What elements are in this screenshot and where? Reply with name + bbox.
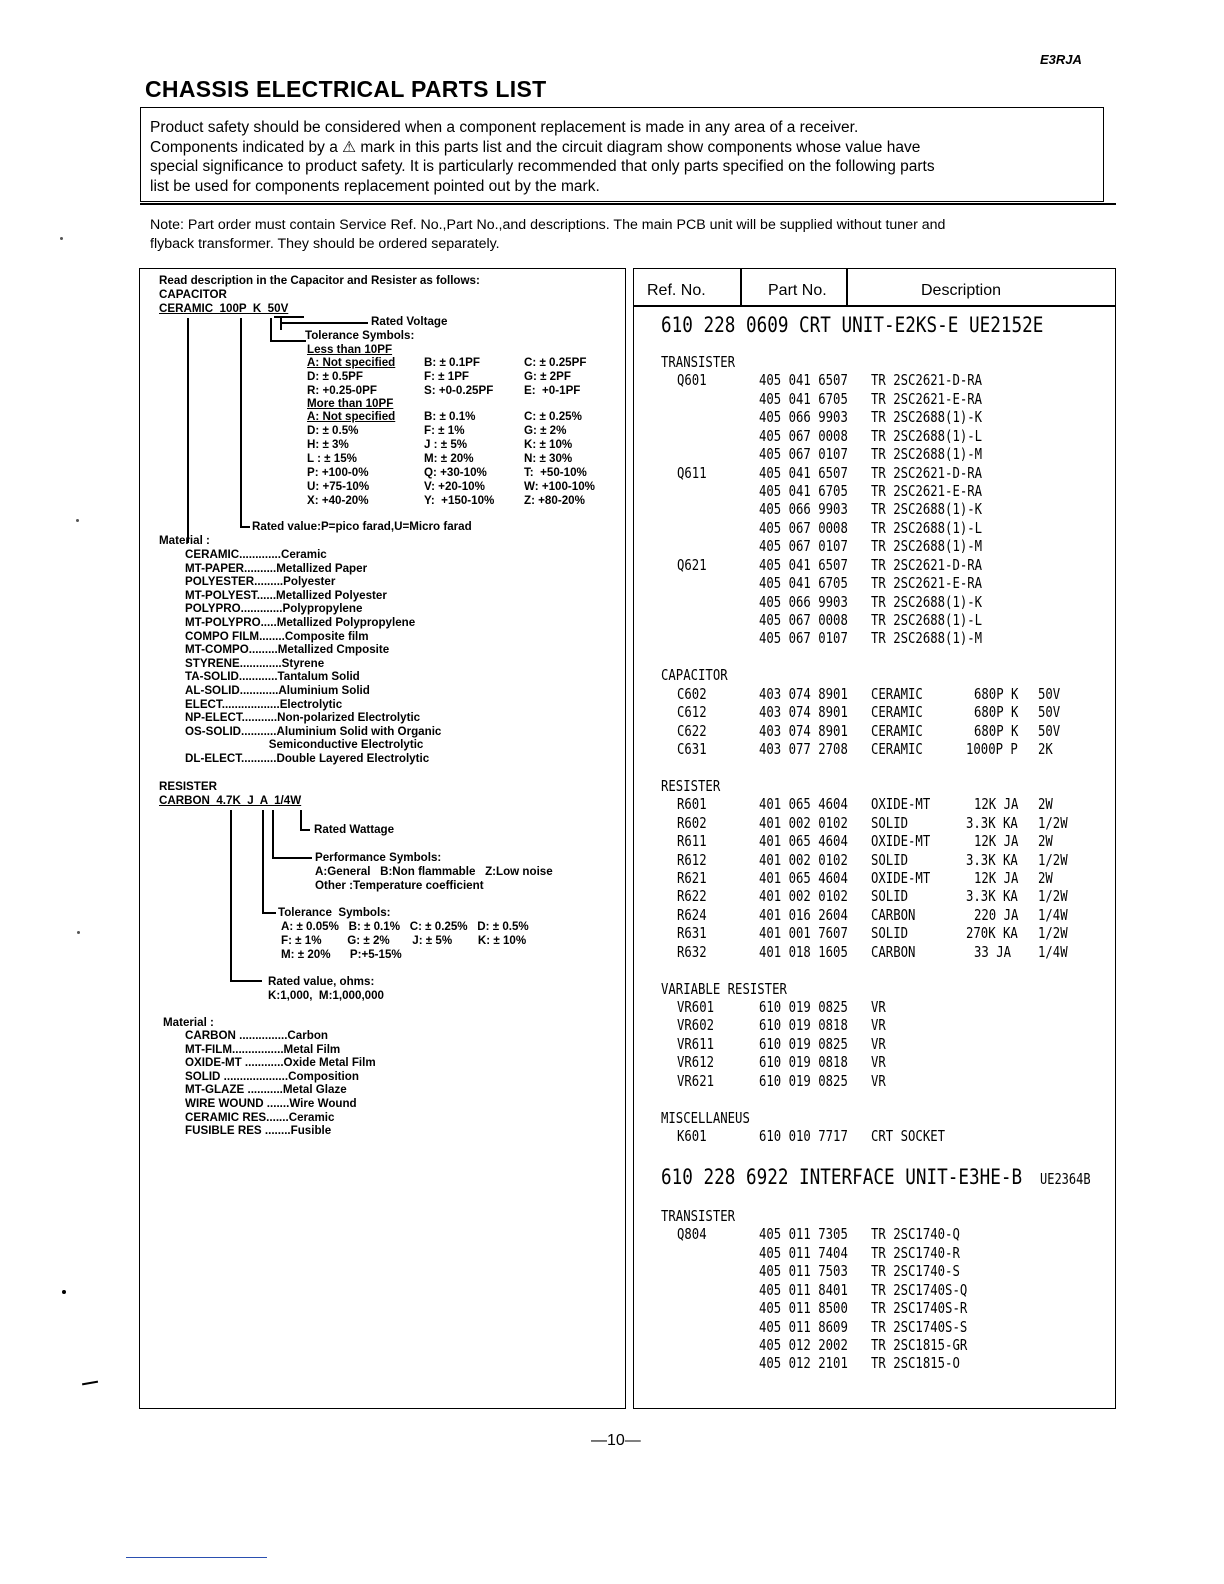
part-no: 401 065 4604 (759, 795, 848, 814)
rating: 2W (1038, 832, 1053, 851)
description: CARBON (871, 905, 916, 924)
description: OXIDE-MT (871, 869, 931, 888)
col-header-ref: Ref. No. (647, 282, 706, 299)
part-no: 405 011 7305 (759, 1225, 848, 1244)
tolerance-cell: A: Not specified (307, 410, 396, 423)
tolerance-cell: Z: +80-20% (524, 494, 585, 507)
ref-no: C612 (677, 703, 707, 722)
tolerance-cell: C: ± 0.25% (524, 410, 582, 423)
material-item: OS-SOLID...........Aluminium Solid with Organic (185, 724, 442, 738)
tolerance-cell: C: ± 0.25PF (524, 356, 587, 369)
value: 680P K (974, 721, 1019, 740)
part-no: 405 011 7404 (759, 1243, 848, 1262)
part-no: 403 074 8901 (759, 684, 848, 703)
value: 3.3K KA (966, 850, 1018, 869)
ref-no: R622 (677, 887, 707, 906)
tolerance-cell: D: ± 0.5PF (307, 370, 363, 383)
tolerance-cell: F: ± 1PF (424, 370, 470, 383)
description: TR 2SC2621-D-RA (871, 371, 983, 390)
description: SOLID (871, 887, 909, 906)
material-item: OXIDE-MT ............Oxide Metal Film (185, 1056, 376, 1070)
part-no: 405 041 6705 (759, 574, 848, 593)
description: VR (871, 1016, 886, 1035)
ref-no: Q621 (677, 555, 707, 574)
document-code: E3RJA (1040, 52, 1082, 67)
less-than-label: Less than 10PF (307, 343, 393, 356)
part-no: 610 019 0825 (759, 998, 848, 1017)
tolerance-cell: K: ± 10% (524, 438, 573, 451)
legend-intro: Read description in the Capacitor and Resister as follows: (159, 274, 480, 287)
part-no: 610 019 0825 (759, 1071, 848, 1090)
part-no: 405 041 6507 (759, 555, 848, 574)
ref-no: C602 (677, 684, 707, 703)
ref-no: VR602 (677, 1016, 715, 1035)
material-item: MT-GLAZE ...........Metal Glaze (185, 1083, 347, 1097)
rating: 2W (1038, 869, 1053, 888)
resister-heading: RESISTER (159, 780, 217, 793)
page-number: —10— (591, 1432, 641, 1449)
part-no: 401 002 0102 (759, 850, 848, 869)
ref-no: VR612 (677, 1053, 715, 1072)
part-no: 401 018 1605 (759, 942, 848, 961)
part-no: 610 019 0818 (759, 1016, 848, 1035)
value: 12K JA (974, 832, 1019, 851)
tolerance-cell: L : ± 15% (307, 452, 357, 465)
material-item: POLYPRO.............Polypropylene (185, 602, 363, 616)
material-item: POLYESTER.........Polyester (185, 575, 336, 589)
tolerance-symbols-label: Tolerance Symbols: (305, 329, 415, 342)
ref-no: Q601 (677, 371, 707, 390)
ref-no: C631 (677, 740, 707, 759)
ref-no: C622 (677, 721, 707, 740)
part-no: 405 041 6507 (759, 371, 848, 390)
value: 220 JA (974, 905, 1019, 924)
part-no: 405 067 0008 (759, 518, 848, 537)
ref-no: K601 (677, 1127, 707, 1146)
material-heading: Material : (159, 534, 210, 547)
part-no: 401 016 2604 (759, 905, 848, 924)
part-no: 405 011 7503 (759, 1262, 848, 1281)
part-no: 401 065 4604 (759, 869, 848, 888)
part-no: 405 012 2101 (759, 1354, 848, 1373)
material-item: AL-SOLID............Aluminium Solid (185, 684, 370, 697)
part-no: 405 067 0107 (759, 629, 848, 648)
part-no: 405 067 0008 (759, 611, 848, 630)
description: TR 2SC1740S-R (871, 1299, 968, 1318)
description: SOLID (871, 813, 909, 832)
performance-symbols-label: Performance Symbols: (315, 851, 442, 864)
part-no: 405 041 6705 (759, 389, 848, 408)
part-no: 405 012 2002 (759, 1336, 848, 1354)
description: VR (871, 998, 886, 1017)
description: TR 2SC2688(1)-K (871, 592, 983, 611)
ref-no: R621 (677, 869, 707, 888)
rating: 1/2W (1038, 924, 1068, 943)
description: TR 2SC2688(1)-L (871, 611, 983, 630)
material-item: TA-SOLID............Tantalum Solid (185, 670, 360, 684)
safety-line: special significance to product safety. It is particularly recommended that only parts specified on the following parts (150, 158, 935, 175)
description: TR 2SC1815-O (871, 1354, 960, 1373)
tolerance-cell: A: Not specified (307, 356, 396, 369)
material-item: MT-COMPO.........Metallized Cmposite (185, 643, 390, 657)
section-heading: MISCELLANEUS (661, 1108, 750, 1127)
ref-no: R612 (677, 850, 707, 869)
res-tolerance-line: F: ± 1% G: ± 2% J: ± 5% K: ± 10% (281, 934, 527, 947)
tolerance-cell: F: ± 1% (424, 424, 465, 437)
part-no: 401 002 0102 (759, 813, 848, 832)
part-no: 610 019 0825 (759, 1034, 848, 1053)
material-item: MT-FILM................Metal Film (185, 1042, 341, 1056)
description: TR 2SC2688(1)-L (871, 426, 983, 445)
description: VR (871, 1034, 886, 1053)
tolerance-cell: J : ± 5% (424, 438, 468, 451)
description: TR 2SC2688(1)-M (871, 629, 983, 648)
value: 33 JA (974, 942, 1012, 961)
description: VR (871, 1071, 886, 1090)
description: VR (871, 1053, 886, 1072)
safety-line: list be used for components replacement pointed out by the mark. (150, 177, 600, 195)
tolerance-cell: W: +100-10% (524, 480, 595, 493)
resister-example: CARBON 4.7K J A 1/4W (159, 794, 302, 807)
section-heading: CAPACITOR (661, 666, 728, 685)
part-no: 401 065 4604 (759, 832, 848, 851)
tolerance-cell: T: +50-10% (524, 466, 587, 479)
capacitor-example: CERAMIC 100P K 50V (159, 302, 289, 315)
description: TR 2SC2621-D-RA (871, 463, 983, 482)
ref-no: VR611 (677, 1034, 715, 1053)
description: CERAMIC (871, 721, 923, 740)
description: TR 2SC1740S-Q (871, 1280, 968, 1299)
section-heading: VARIABLE RESISTER (661, 979, 787, 998)
ref-no: Q611 (677, 463, 707, 482)
material-item: FUSIBLE RES ........Fusible (185, 1124, 332, 1138)
tolerance-cell: E: +0-1PF (524, 384, 581, 397)
description: TR 2SC2688(1)-K (871, 500, 983, 519)
capacitor-heading: CAPACITOR (159, 288, 227, 301)
order-note (150, 216, 1115, 254)
material-item: CARBON ...............Carbon (185, 1029, 328, 1042)
description: TR 2SC1740S-S (871, 1317, 968, 1336)
part-no: 405 066 9903 (759, 592, 848, 611)
rating: 50V (1038, 703, 1061, 722)
col-header-description: Description (921, 282, 1002, 299)
description: TR 2SC2621-D-RA (871, 555, 983, 574)
description: CERAMIC (871, 684, 923, 703)
material-item: CERAMIC RES.......Ceramic (185, 1110, 335, 1124)
unit-heading: 610 228 6922 INTERFACE UNIT-E3HE-B (661, 1165, 1023, 1189)
tolerance-cell: B: ± 0.1% (424, 410, 476, 423)
part-no: 610 010 7717 (759, 1127, 848, 1146)
part-no: 403 074 8901 (759, 703, 848, 722)
ref-no: R631 (677, 924, 707, 943)
tolerance-cell: B: ± 0.1PF (424, 356, 480, 369)
ref-no: Q804 (677, 1225, 707, 1244)
rating: 1/2W (1038, 813, 1068, 832)
rated-value-ohms-label: Rated value, ohms: (268, 975, 375, 988)
value: 680P K (974, 684, 1019, 703)
value: 3.3K KA (966, 887, 1018, 906)
material-item: Semiconductive Electrolytic (185, 738, 424, 752)
description: OXIDE-MT (871, 795, 931, 814)
description: TR 2SC2621-E-RA (871, 389, 983, 408)
ref-no: R602 (677, 813, 707, 832)
unit-heading-suffix: UE2364B (1040, 1170, 1091, 1188)
rating: 50V (1038, 721, 1061, 740)
rating: 1/2W (1038, 887, 1068, 906)
tolerance-cell: M: ± 20% (424, 452, 474, 465)
part-no: 405 066 9903 (759, 408, 848, 427)
material-item: MT-POLYPRO.....Metallized Polypropylene (185, 616, 416, 629)
tolerance-cell: V: +20-10% (424, 480, 485, 493)
material-item: WIRE WOUND .......Wire Wound (185, 1097, 357, 1110)
part-no: 405 067 0008 (759, 426, 848, 445)
unit-heading: 610 228 0609 CRT UNIT-E2KS-E UE2152E (661, 313, 1044, 337)
rating: 50V (1038, 684, 1061, 703)
part-no: 403 077 2708 (759, 740, 848, 759)
col-header-part: Part No. (768, 282, 827, 299)
material-item: NP-ELECT...........Non-polarized Electrolytic (185, 711, 421, 725)
part-no: 405 011 8500 (759, 1299, 848, 1318)
part-no: 405 041 6705 (759, 482, 848, 500)
note-line: Note: Part order must contain Service Ref. No.,Part No.,and descriptions. The main PCB unit will be supplied without tuner and (150, 217, 946, 233)
value: 12K JA (974, 795, 1019, 814)
description: TR 2SC2688(1)-M (871, 537, 983, 556)
description: TR 2SC1740-R (871, 1243, 960, 1262)
res-tolerance-label: Tolerance Symbols: (278, 906, 391, 919)
res-material-heading: Material : (163, 1016, 214, 1029)
description: TR 2SC1740-Q (871, 1225, 960, 1244)
description: TR 2SC2688(1)-M (871, 445, 983, 464)
rated-voltage-label: Rated Voltage (371, 315, 448, 328)
tolerance-cell: Y: +150-10% (424, 494, 495, 507)
part-no: 405 011 8609 (759, 1317, 848, 1336)
rating: 2W (1038, 795, 1053, 814)
tolerance-cell: P: +100-0% (307, 466, 369, 479)
description: SOLID (871, 850, 909, 869)
value: 270K KA (966, 924, 1018, 943)
description: CERAMIC (871, 703, 923, 722)
tolerance-cell: R: +0.25-0PF (307, 384, 377, 397)
material-item: MT-POLYEST......Metallized Polyester (185, 588, 387, 602)
ref-no: R624 (677, 905, 707, 924)
description: TR 2SC1815-GR (871, 1336, 968, 1354)
description: TR 2SC2688(1)-L (871, 518, 983, 537)
value: 3.3K KA (966, 813, 1018, 832)
part-no: 401 002 0102 (759, 887, 848, 906)
part-no: 405 041 6507 (759, 463, 848, 482)
tolerance-cell: D: ± 0.5% (307, 424, 359, 437)
section-heading: RESISTER (661, 776, 721, 795)
rated-value-ohms-line: K:1,000, M:1,000,000 (268, 989, 385, 1002)
ref-no: VR601 (677, 998, 715, 1017)
rating: 1/2W (1038, 850, 1068, 869)
part-no: 405 066 9903 (759, 500, 848, 519)
performance-line: Other :Temperature coefficient (315, 879, 484, 892)
tolerance-cell: Q: +30-10% (424, 466, 487, 479)
material-item: ELECT..................Electrolytic (185, 697, 343, 711)
material-item: MT-PAPER..........Metallized Paper (185, 561, 368, 575)
part-no: 610 019 0818 (759, 1053, 848, 1072)
ref-no: R611 (677, 832, 707, 851)
divider (140, 203, 1116, 205)
tolerance-cell: H: ± 3% (307, 438, 349, 451)
value: 1000P P (966, 740, 1018, 759)
description: TR 2SC1740-S (871, 1262, 960, 1281)
description: SOLID (871, 924, 909, 943)
description: CRT SOCKET (871, 1127, 946, 1146)
description: CERAMIC (871, 740, 923, 759)
part-no: 403 074 8901 (759, 721, 848, 740)
ref-no: R632 (677, 942, 707, 961)
note-line: flyback transformer. They should be ordered separately. (150, 236, 500, 252)
material-item: STYRENE.............Styrene (185, 656, 325, 670)
rating: 2K (1038, 740, 1053, 759)
tolerance-cell: G: ± 2PF (524, 370, 571, 383)
material-item: SOLID ....................Composition (185, 1069, 359, 1083)
res-tolerance-line: M: ± 20% P:+5-15% (281, 948, 402, 961)
res-tolerance-line: A: ± 0.05% B: ± 0.1% C: ± 0.25% D: ± 0.5% (281, 920, 529, 933)
more-than-label: More than 10PF (307, 397, 394, 410)
part-no: 405 011 8401 (759, 1280, 848, 1299)
value: 680P K (974, 703, 1019, 722)
section-heading: TRANSISTER (661, 1207, 736, 1225)
tolerance-cell: G: ± 2% (524, 424, 567, 437)
description: TR 2SC2621-E-RA (871, 574, 983, 593)
description: TR 2SC2688(1)-K (871, 408, 983, 427)
tolerance-cell: X: +40-20% (307, 494, 369, 507)
safety-line: Product safety should be considered when a component replacement is made in any area of a receiver. (150, 119, 859, 136)
description: CARBON (871, 942, 916, 961)
description: TR 2SC2621-E-RA (871, 482, 983, 500)
part-no: 405 067 0107 (759, 537, 848, 556)
tolerance-cell: S: +0-0.25PF (424, 384, 494, 397)
rated-wattage-label: Rated Wattage (314, 823, 395, 836)
part-no: 405 067 0107 (759, 445, 848, 464)
safety-line: Components indicated by a ⚠ mark in this parts list and the circuit diagram show components whose value have (150, 138, 921, 156)
ref-no: VR621 (677, 1071, 715, 1090)
tolerance-cell: U: +75-10% (307, 480, 370, 493)
ref-no: R601 (677, 795, 707, 814)
part-no: 401 001 7607 (759, 924, 848, 943)
material-item: COMPO FILM........Composite film (185, 629, 369, 643)
material-item: CERAMIC.............Ceramic (185, 548, 327, 561)
performance-line: A:General B:Non flammable Z:Low noise (315, 865, 553, 878)
rating: 1/4W (1038, 942, 1068, 961)
safety-notice-box (140, 107, 1104, 202)
description: OXIDE-MT (871, 832, 931, 851)
rated-value-cap-label: Rated value:P=pico farad,U=Micro farad (252, 520, 472, 533)
value: 12K JA (974, 869, 1019, 888)
rating: 1/4W (1038, 905, 1068, 924)
tolerance-cell: N: ± 30% (524, 452, 573, 465)
page-title: CHASSIS ELECTRICAL PARTS LIST (145, 76, 547, 102)
section-heading: TRANSISTER (661, 353, 736, 371)
material-item: DL-ELECT...........Double Layered Electrolytic (185, 752, 430, 765)
